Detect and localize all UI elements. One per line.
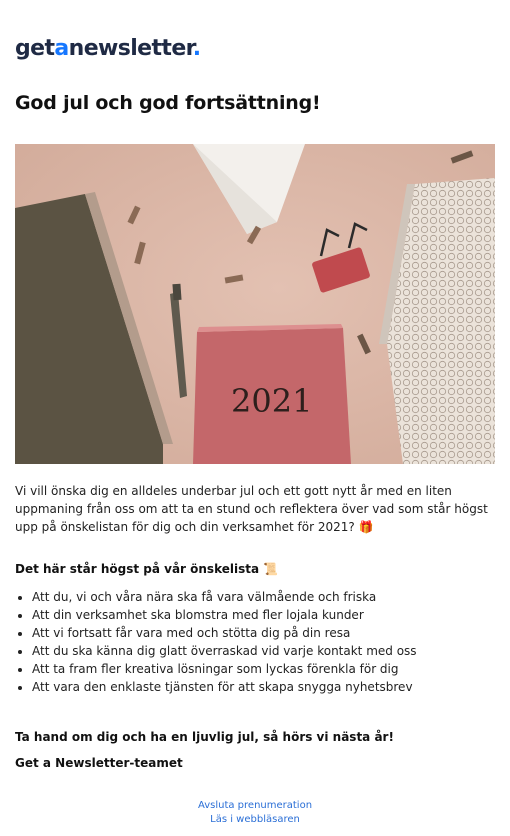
logo-part-newsletter: newsletter — [68, 36, 193, 61]
wishlist-item: • Att du ska känna dig glatt överraskad vid varje kontakt med oss — [32, 642, 502, 660]
notebook-year-text: 2021 — [231, 382, 313, 420]
unsubscribe-link[interactable]: Avsluta prenumeration — [197, 800, 313, 811]
wishlist-item: • Att du, vi och våra nära ska få vara välmående och friska — [32, 588, 502, 606]
wishlist-item: • Att vi fortsatt får vara med och stötta dig på din resa — [32, 624, 502, 642]
getanewsletter-logo[interactable] — [15, 38, 201, 60]
signature: Get a Newsletter-teamet — [15, 756, 183, 770]
wishlist-item: • Att vara den enklaste tjänsten för att skapa snygga nyhetsbrev — [32, 678, 502, 696]
email-title: God jul och god fortsättning! — [15, 92, 321, 114]
view-in-browser-link[interactable]: Läs i webbläsaren — [210, 814, 300, 825]
email-footer — [0, 799, 510, 827]
logo-part-get: get — [15, 36, 55, 61]
hero-image — [15, 144, 495, 464]
logo-part-a: a — [54, 36, 69, 61]
wishlist-item: • Att ta fram fler kreativa lösningar som lyckas förenkla för dig — [32, 660, 502, 678]
wishlist — [15, 588, 502, 696]
wishlist-item: • Att din verksamhet ska blomstra med fler lojala kunder — [32, 606, 502, 624]
logo-part-dot: . — [192, 36, 201, 61]
intro-paragraph: Vi vill önska dig en alldeles underbar jul och ett gott nytt år med en liten uppmaning från oss om att ta en stund och reflektera över vad som står högst upp på önskelistan för dig och din verksamhet för 2021? 🎁 — [15, 484, 488, 534]
closing-text: Ta hand om dig och ha en ljuvlig jul, så hörs vi nästa år! — [15, 730, 394, 744]
wishlist-heading: Det här står högst på vår önskelista 📜 — [15, 562, 279, 576]
hero-photo-illustration — [15, 144, 495, 464]
